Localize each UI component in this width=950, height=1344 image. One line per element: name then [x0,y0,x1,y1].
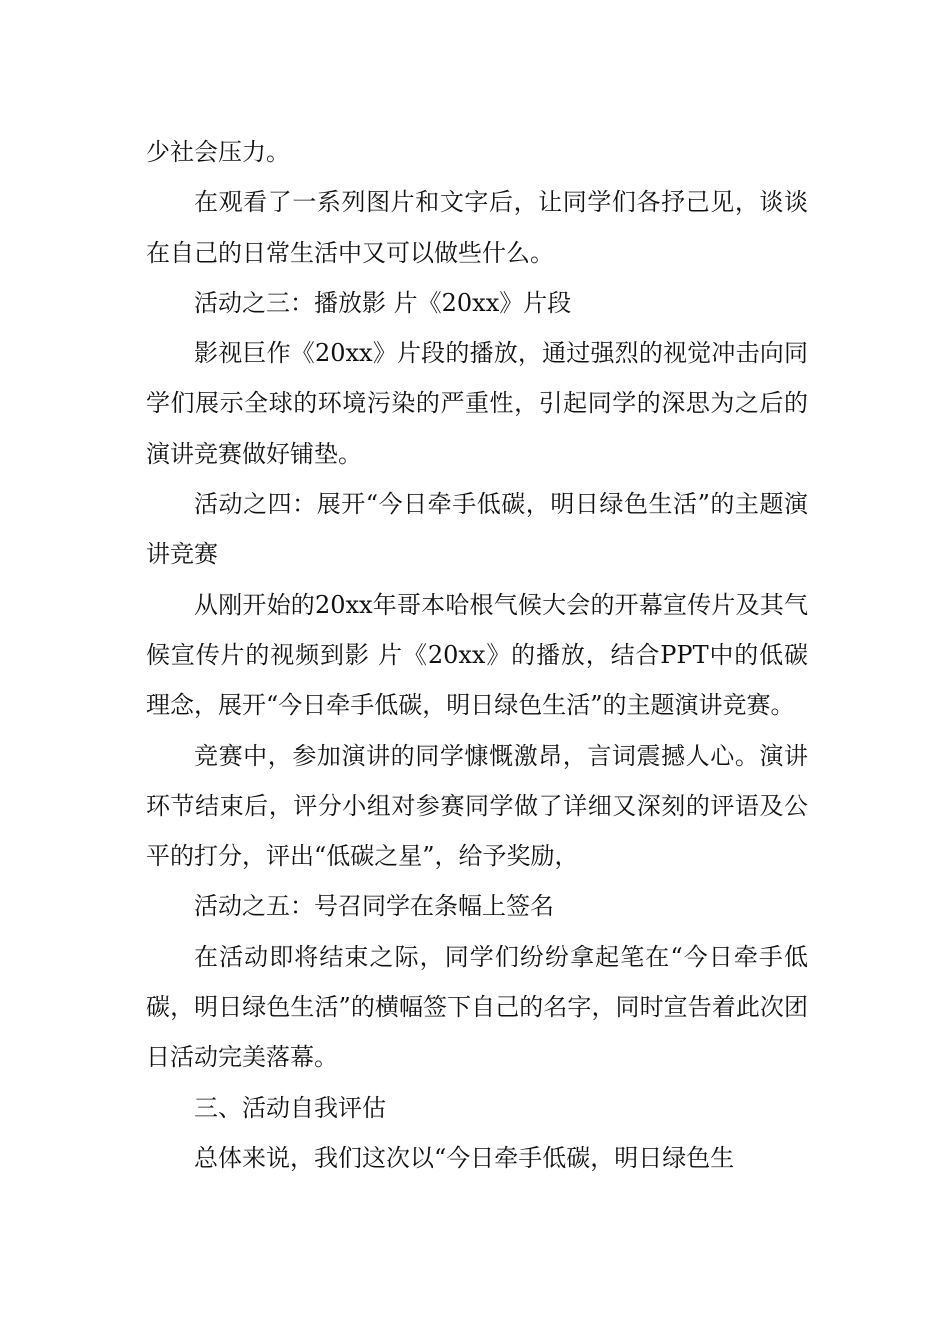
paragraph-2: 在观看了一系列图片和文字后，让同学们各抒己见，谈谈在自己的日常生活中又可以做些什么。 [146,188,808,267]
paragraph-4: 从刚开始的20xx年哥本哈根气候大会的开幕宣传片及其气候宣传片的视频到影 片《20xx》的播放，结合PPT中的低碳理念，展开“今日牵手低碳，明日绿色生活”的主题演讲竞赛。 [146,590,808,720]
paragraph-6: 在活动即将结束之际，同学们纷纷拿起笔在“今日牵手低碳，明日绿色生活”的横幅签下自己的名字，同时宣告着此次团日活动完美落幕。 [146,942,808,1072]
paragraph-7: 总体来说，我们这次以“今日牵手低碳，明日绿色生 [194,1143,735,1172]
section-heading-self-evaluation: 三、活动自我评估 [194,1093,386,1122]
paragraph-1: 少社会压力。 [146,138,290,166]
section-heading-activity-5: 活动之五：号召同学在条幅上签名 [194,892,554,921]
document-body [146,127,808,1183]
paragraph-5: 竞赛中，参加演讲的同学慷慨激昂，言词震撼人心。演讲环节结束后，评分小组对参赛同学做了详细又深刻的评语及公平的打分，评出“低碳之星”，给予奖励， [146,741,808,871]
section-heading-activity-3: 活动之三：播放影 片《20xx》片段 [194,288,572,317]
section-heading-activity-4: 活动之四：展开“今日牵手低碳，明日绿色生活”的主题演讲竞赛 [146,490,808,569]
paragraph-3: 影视巨作《20xx》片段的播放，通过强烈的视觉冲击向同学们展示全球的环境污染的严重性，引起同学的深思为之后的演讲竞赛做好铺垫。 [146,339,808,468]
